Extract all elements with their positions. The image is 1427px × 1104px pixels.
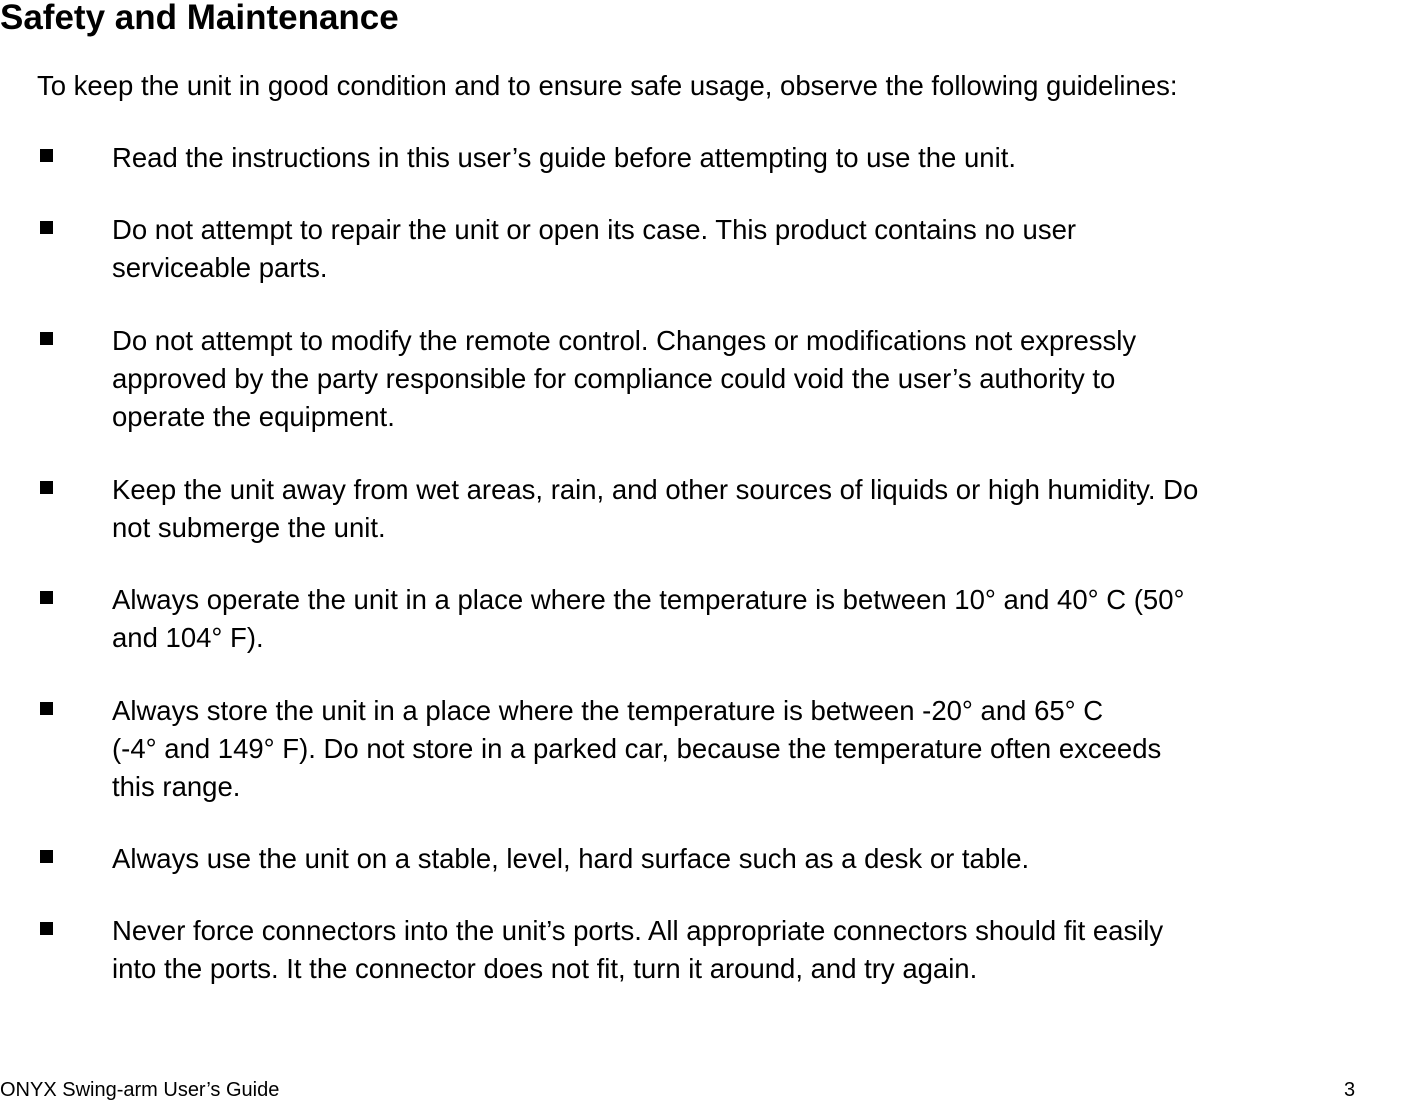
- square-bullet-icon: [40, 922, 53, 935]
- guideline-text: [112, 840, 1425, 878]
- guideline-line: Read the instructions in this user’s guide before attempting to use the unit.: [112, 142, 1016, 173]
- square-bullet-icon: [40, 850, 53, 863]
- footer-guide-title: ONYX Swing-arm User’s Guide: [0, 1079, 280, 1101]
- guideline-text: [112, 912, 1425, 988]
- guideline-line: into the ports. It the connector does not fit, turn it around, and try again.: [112, 953, 978, 984]
- square-bullet-icon: [40, 481, 53, 494]
- page-title: Safety and Maintenance: [0, 0, 399, 37]
- guideline-text: [112, 139, 1425, 177]
- square-bullet-icon: [40, 591, 53, 604]
- guideline-line: operate the equipment.: [112, 401, 395, 432]
- guideline-line: not submerge the unit.: [112, 512, 386, 543]
- guideline-text: [112, 211, 1425, 287]
- guideline-line: (-4° and 149° F). Do not store in a parked car, because the temperature often exceeds: [112, 733, 1162, 764]
- guideline-line: Do not attempt to repair the unit or open its case. This product contains no user: [112, 214, 1077, 245]
- guideline-line: and 104° F).: [112, 622, 264, 653]
- guideline-line: Keep the unit away from wet areas, rain, and other sources of liquids or high humidity. Do: [112, 474, 1199, 505]
- guideline-line: serviceable parts.: [112, 252, 328, 283]
- square-bullet-icon: [40, 149, 53, 162]
- guideline-text: [112, 581, 1425, 657]
- square-bullet-icon: [40, 221, 53, 234]
- guideline-line: approved by the party responsible for compliance could void the user’s authority to: [112, 363, 1116, 394]
- guideline-line: Always store the unit in a place where the temperature is between -20° and 65° C: [112, 695, 1104, 726]
- guideline-line: Always use the unit on a stable, level, hard surface such as a desk or table.: [112, 843, 1030, 874]
- guideline-line: this range.: [112, 771, 241, 802]
- guideline-text: [112, 692, 1425, 806]
- intro-paragraph: To keep the unit in good condition and to ensure safe usage, observe the following guidelines:: [37, 70, 1178, 101]
- page-number: 3: [1344, 1079, 1356, 1101]
- guideline-text: [112, 322, 1425, 436]
- square-bullet-icon: [40, 702, 53, 715]
- guideline-line: Always operate the unit in a place where the temperature is between 10° and 40° C (50°: [112, 584, 1185, 615]
- guideline-text: [112, 471, 1425, 547]
- guideline-line: Do not attempt to modify the remote control. Changes or modifications not expressly: [112, 325, 1137, 356]
- square-bullet-icon: [40, 332, 53, 345]
- guideline-line: Never force connectors into the unit’s ports. All appropriate connectors should fit easily: [112, 915, 1164, 946]
